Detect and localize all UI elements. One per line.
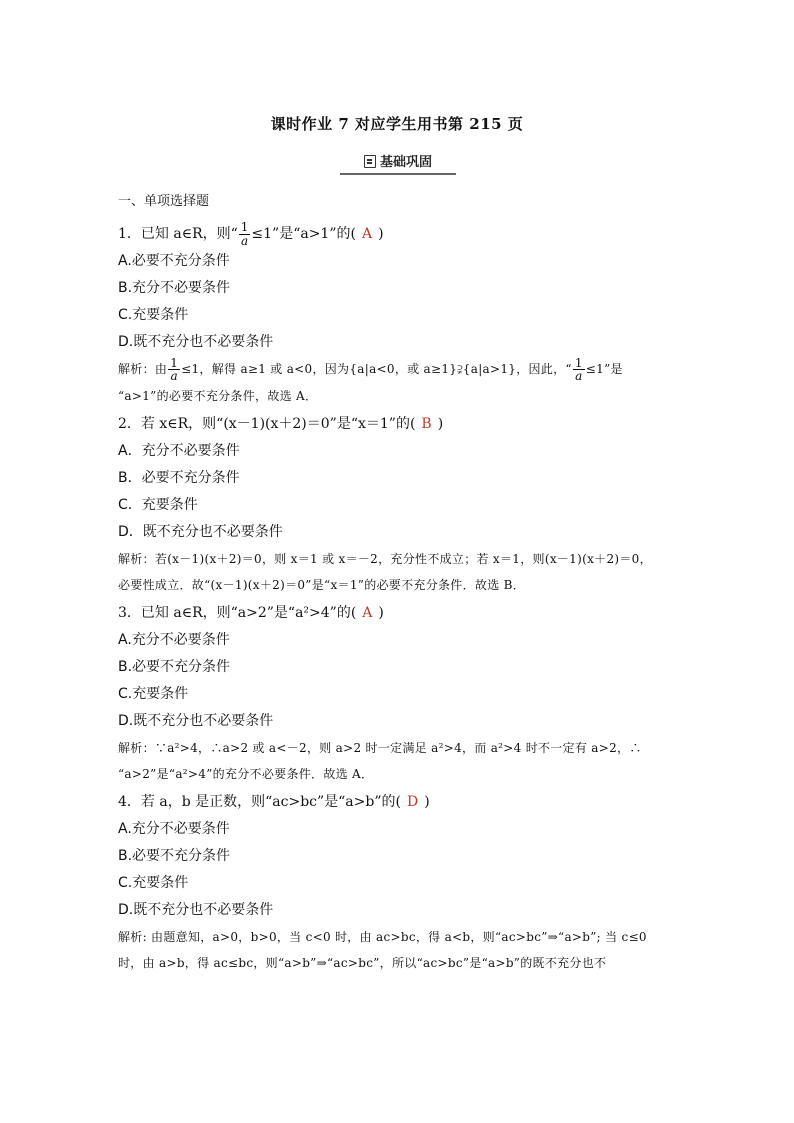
question-stem bbox=[118, 789, 678, 816]
option-a: A.充分不必要条件 bbox=[118, 631, 230, 648]
page-title: 课时作业 7 对应学生用书第 215 页 bbox=[270, 115, 524, 133]
explanation bbox=[118, 735, 678, 787]
fraction-numerator: 1 bbox=[170, 355, 179, 370]
fraction-denominator: a bbox=[170, 369, 178, 384]
explanation-part: ≤1”是 bbox=[585, 362, 623, 377]
question-stem bbox=[118, 600, 678, 627]
option-b: B.必要不充分条件 bbox=[118, 658, 231, 675]
option-b: B.必要不充分条件 bbox=[118, 847, 231, 864]
stem-close: ) bbox=[378, 226, 384, 243]
question-2 bbox=[118, 411, 678, 598]
option-c: C．充要条件 bbox=[118, 496, 198, 513]
explanation bbox=[118, 546, 678, 598]
answer-letter: A bbox=[362, 604, 373, 621]
fraction-numerator: 1 bbox=[574, 355, 583, 370]
explanation-part: “a>2”是“a²>4”的充分不必要条件．故选 A． bbox=[118, 766, 374, 781]
option-d: D.既不充分也不必要条件 bbox=[118, 334, 274, 351]
fraction-numerator: 1 bbox=[240, 220, 249, 234]
option-c: C.充要条件 bbox=[118, 874, 189, 891]
option-a: A.充分不必要条件 bbox=[118, 820, 230, 837]
notepad-icon bbox=[364, 155, 376, 168]
option-d: D.既不充分也不必要条件 bbox=[118, 712, 274, 729]
stem-part: ≤1”是“a>1”的( bbox=[251, 226, 356, 243]
stem-close: ) bbox=[378, 604, 384, 621]
exercise-content bbox=[118, 190, 678, 978]
explanation-part: 解析：由 bbox=[118, 362, 168, 377]
section-banner bbox=[340, 152, 456, 176]
stem-close: ) bbox=[424, 793, 430, 810]
explanation-part: 解析：∵a²>4，∴a>2 或 a<－2，则 a>2 时一定满足 a²>4，而 a²>4 时不一定有 a>2，∴ bbox=[118, 740, 642, 755]
option-d: D．既不充分也不必要条件 bbox=[118, 523, 283, 540]
option-a: A.必要不充分条件 bbox=[118, 253, 230, 270]
fraction bbox=[573, 357, 585, 383]
banner-label bbox=[340, 152, 456, 174]
stem-close: ) bbox=[437, 415, 444, 432]
answer-letter: D bbox=[406, 793, 419, 810]
banner-underline bbox=[340, 173, 456, 175]
stem-part: 1．已知 a∈R，则“ bbox=[118, 226, 238, 243]
option-a: A．充分不必要条件 bbox=[118, 442, 240, 459]
explanation bbox=[118, 924, 678, 976]
option-d: D.既不充分也不必要条件 bbox=[118, 901, 274, 918]
option-b: B.充分不必要条件 bbox=[118, 280, 231, 297]
question-1 bbox=[118, 221, 678, 409]
option-b: B．必要不充分条件 bbox=[118, 469, 240, 486]
fraction bbox=[168, 357, 180, 383]
explanation-part: 必要性成立．故“(x－1)(x＋2)＝0”是“x＝1”的必要不充分条件．故选 B． bbox=[118, 577, 526, 592]
explanation-part: ≤1，解得 a≥1 或 a<0，因为{a|a<0，或 a≥1}⫌{a|a>1}，因此，“ bbox=[181, 362, 572, 377]
question-stem bbox=[118, 221, 678, 248]
option-c: C.充要条件 bbox=[118, 685, 189, 702]
stem-part: 4．若 a，b 是正数，则“ac>bc”是“a>b”的( bbox=[118, 793, 401, 810]
question-4 bbox=[118, 789, 678, 976]
answer-letter: A bbox=[361, 226, 373, 243]
banner-text: 基础巩固 bbox=[379, 155, 432, 170]
fraction-denominator: a bbox=[575, 369, 583, 384]
stem-part: 2．若 x∈R，则“(x－1)(x＋2)＝0”是“x＝1”的( bbox=[118, 415, 416, 432]
explanation-part: 解析：若(x－1)(x＋2)＝0，则 x＝1 或 x＝－2，充分性不成立；若 x＝1，则(x－1)(x＋2)＝0， bbox=[118, 551, 652, 566]
question-stem bbox=[118, 411, 678, 438]
stem-part: 3．已知 a∈R，则“a>2”是“a²>4”的( bbox=[118, 604, 357, 621]
question-3 bbox=[118, 600, 678, 787]
fraction-denominator: a bbox=[241, 233, 249, 248]
answer-letter: B bbox=[421, 415, 432, 432]
explanation-part: 时，由 a>b，得 ac≤bc，则“a>b”⇒“ac>bc”，所以“ac>bc”是“a>b”的既不充分也不 bbox=[118, 955, 607, 970]
explanation-part: “a>1”的必要不充分条件，故选 A． bbox=[118, 388, 318, 403]
explanation-part: 解析: 由题意知，a>0，b>0，当 c<0 时，由 ac>bc，得 a<b，则“ac>bc”⇒“a>b”; 当 c≤0 bbox=[118, 929, 647, 944]
fraction bbox=[239, 221, 251, 247]
section-heading: 一、单项选择题 bbox=[118, 194, 210, 209]
explanation bbox=[118, 356, 678, 409]
option-c: C.充要条件 bbox=[118, 307, 189, 324]
